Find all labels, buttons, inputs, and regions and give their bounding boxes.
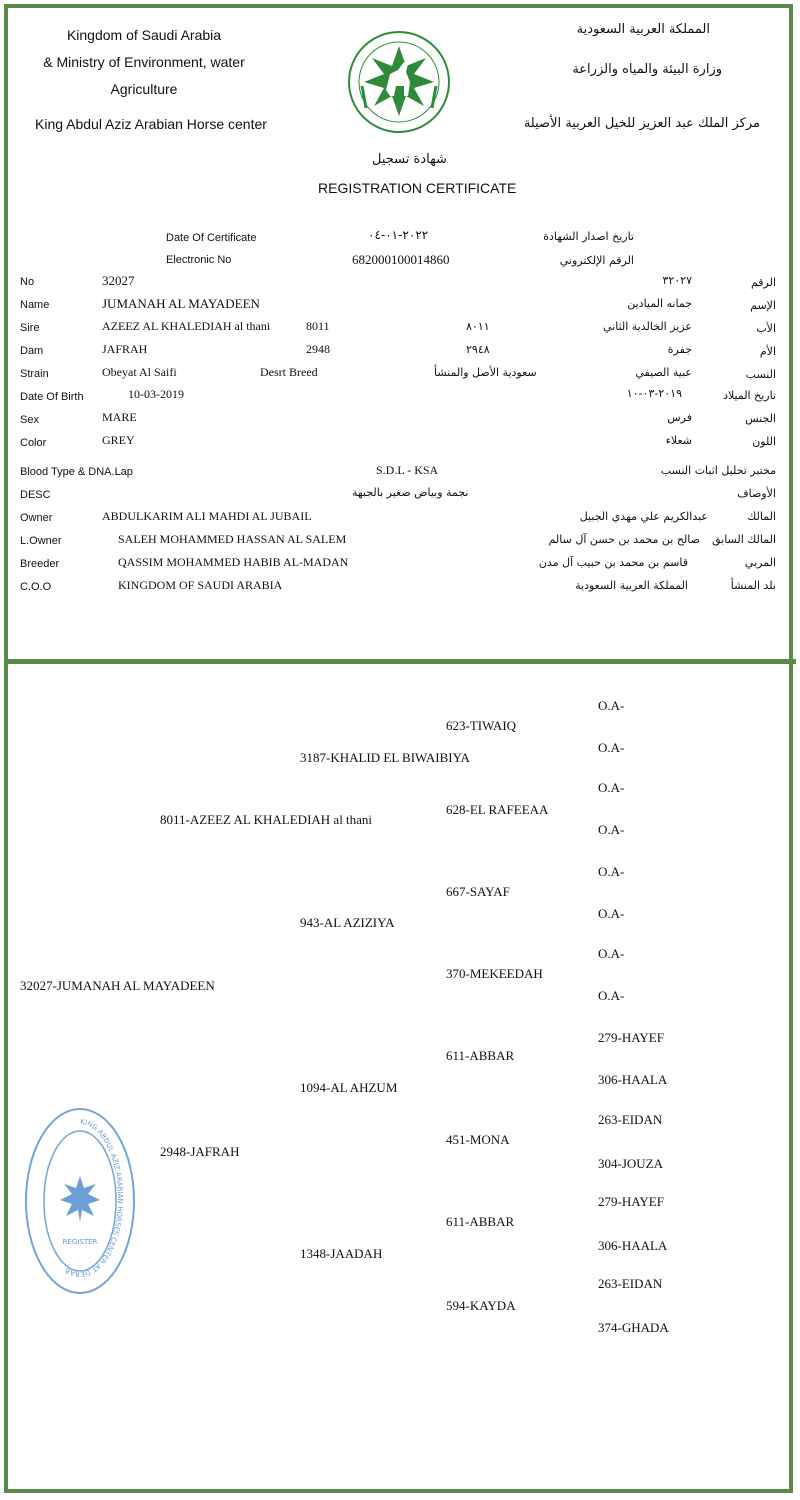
elec-value: 682000100014860 xyxy=(352,252,450,267)
field-value: AZEEZ AL KHALEDIAH al thani xyxy=(102,319,271,333)
pedigree-gen4: O.A- xyxy=(598,906,625,921)
field-label: C.O.O xyxy=(20,581,52,593)
field-value: Obeyat Al Saifi xyxy=(102,365,177,379)
field-label: Breeder xyxy=(20,558,60,570)
pedigree-gen4: 263-EIDAN xyxy=(598,1112,663,1127)
field-label-ar: المربي xyxy=(744,556,776,569)
field-value-ar: فرس xyxy=(667,411,692,424)
field-label-ar: الجنس xyxy=(745,412,776,425)
field-value-ar: قاسم بن محمد بن حبيب آل مدن xyxy=(538,556,688,569)
pedigree-gen3: 667-SAYAF xyxy=(446,884,510,899)
pedigree-gen2: 1348-JAADAH xyxy=(300,1246,383,1261)
title-ar: شهادة تسجيل xyxy=(372,152,447,167)
field-label-ar: الأم xyxy=(759,345,776,358)
pedigree-gen4: 374-GHADA xyxy=(598,1320,669,1335)
field-label: Color xyxy=(20,437,47,449)
pedigree-gen4: 279-HAYEF xyxy=(598,1030,664,1045)
header-en xyxy=(20,22,268,103)
field-label: Owner xyxy=(20,512,53,524)
date-label-ar: تاريخ اصدار الشهادة xyxy=(543,230,634,243)
stamp-center-text: REGISTER xyxy=(62,1238,98,1246)
field-value-ar: جمانه الميادين xyxy=(627,297,692,310)
pedigree-sire: 8011-AZEEZ AL KHALEDIAH al thani xyxy=(160,812,373,827)
field-value-ar: عبدالكريم علي مهدي الجبيل xyxy=(579,510,708,523)
field-label: Strain xyxy=(20,368,49,380)
horse-emblem-logo xyxy=(346,16,452,148)
pedigree-gen3: 594-KAYDA xyxy=(446,1298,516,1313)
pedigree-gen3: 628-EL RAFEEAA xyxy=(446,802,549,817)
field-label: Name xyxy=(20,299,50,311)
field-value: KINGDOM OF SAUDI ARABIA xyxy=(118,578,283,592)
pedigree-gen3: 611-ABBAR xyxy=(446,1048,515,1063)
field-value: ABDULKARIM ALI MAHDI AL JUBAIL xyxy=(102,509,312,523)
elec-label: Electronic No xyxy=(166,254,232,266)
field-num: 8011 xyxy=(306,319,330,333)
field-num-ar: سعودية الأصل والمنشأ xyxy=(434,366,537,379)
field-label: DESC xyxy=(20,489,51,501)
field-value-ar: عزيز الخالدية الثاني xyxy=(602,320,692,333)
field-value: SALEH MOHAMMED HASSAN AL SALEM xyxy=(118,532,347,546)
pedigree-gen4: 306-HAALA xyxy=(598,1072,668,1087)
field-num: 2948 xyxy=(306,342,330,356)
field-label-ar: تاريخ الميلاد xyxy=(723,389,776,402)
field-label-ar: المالك السابق xyxy=(711,533,776,546)
pedigree-gen3: 611-ABBAR xyxy=(446,1214,515,1229)
title-en: REGISTRATION CERTIFICATE xyxy=(318,180,517,196)
field-label-ar: بلد المنشأ xyxy=(730,579,776,592)
header-en-line1: Kingdom of Saudi Arabia xyxy=(66,27,222,43)
field-value: 10-03-2019 xyxy=(128,387,184,401)
pedigree-gen2: 943-AL AZIZIYA xyxy=(300,915,395,930)
field-value: نجمة وبياض صغير بالجبهة xyxy=(352,486,469,499)
header-ar-line3: مركز الملك عبد العزيز للخيل العربية الأصيلة xyxy=(523,116,760,131)
field-value: S.D.L - KSA xyxy=(376,463,439,477)
field-value-ar: صالح بن محمد بن حسن آل سالم xyxy=(548,533,700,546)
pedigree-gen4: O.A- xyxy=(598,780,625,795)
header-ar-line1: المملكة العربية السعودية xyxy=(576,22,710,37)
field-num: Desrt Breed xyxy=(260,365,318,379)
field-label: Blood Type & DNA.Lap xyxy=(20,466,133,478)
pedigree-gen4: 263-EIDAN xyxy=(598,1276,663,1291)
pedigree-gen3: 623-TIWAIQ xyxy=(446,718,517,733)
field-value-ar: عبية الصيفي xyxy=(635,366,692,379)
field-value-ar: المملكة العربية السعودية xyxy=(575,579,688,592)
date-value: ٢٠٢٢-٠١-٠٤ xyxy=(368,228,429,242)
field-num-ar: ٢٩٤٨ xyxy=(466,343,490,356)
pedigree-gen4: 306-HAALA xyxy=(598,1238,668,1253)
field-value: QASSIM MOHAMMED HABIB AL-MADAN xyxy=(118,555,349,569)
pedigree-gen3: 370-MEKEEDAH xyxy=(446,966,543,981)
registry-stamp xyxy=(24,1106,136,1296)
section-divider xyxy=(4,659,796,664)
field-label: Dam xyxy=(20,345,44,357)
pedigree-gen2: 3187-KHALID EL BIWAIBIYA xyxy=(300,750,470,765)
header-ar-line2: وزارة البيئة والمياه والزراعة xyxy=(572,62,722,77)
field-value-ar: شعلاء xyxy=(665,434,692,447)
pedigree-gen4: O.A- xyxy=(598,864,625,879)
field-label: L.Owner xyxy=(20,535,62,547)
field-value: JAFRAH xyxy=(102,342,148,356)
field-value: MARE xyxy=(102,410,137,424)
header-en-line2: & Ministry of Environment, water xyxy=(43,54,245,70)
elec-label-ar: الرقم الإلكتروني xyxy=(559,254,634,267)
field-label: Sex xyxy=(20,414,39,426)
pedigree-subject: 32027-JUMANAH AL MAYADEEN xyxy=(20,978,215,993)
field-num-ar: ٨٠١١ xyxy=(466,320,490,333)
pedigree-gen4: 279-HAYEF xyxy=(598,1194,664,1209)
field-label-ar: النسب xyxy=(745,368,776,381)
field-value-ar: جفرة xyxy=(667,343,692,356)
pedigree-gen4: O.A- xyxy=(598,946,625,961)
pedigree-gen2: 1094-AL AHZUM xyxy=(300,1080,398,1095)
date-label: Date Of Certificate xyxy=(166,232,257,244)
field-label: No xyxy=(20,276,35,288)
field-value: GREY xyxy=(102,433,135,447)
field-label-ar: الإسم xyxy=(750,299,776,312)
pedigree-dam: 2948-JAFRAH xyxy=(160,1144,240,1159)
field-value: 32027 xyxy=(102,273,135,288)
field-label-ar: مختبر تحليل اثبات النسب xyxy=(660,464,776,477)
header-en-line3: Agriculture xyxy=(110,81,178,97)
stamp-ring-text: KING ABDUL AZIZ ARABIAN HORSES CENTER AT DERAB xyxy=(63,1117,124,1279)
pedigree-gen4: O.A- xyxy=(598,822,625,837)
field-value-ar: ٣٢٠٢٧ xyxy=(662,274,692,287)
field-label-ar: الأب xyxy=(756,322,776,335)
field-label-ar: المالك xyxy=(747,510,776,523)
header-en-line4: King Abdul Aziz Arabian Horse center xyxy=(35,116,267,132)
pedigree-gen4: O.A- xyxy=(598,698,625,713)
field-label-ar: الأوصاف xyxy=(737,487,776,500)
pedigree-gen4: 304-JOUZA xyxy=(598,1156,663,1171)
pedigree-gen4: O.A- xyxy=(598,740,625,755)
pedigree-gen4: O.A- xyxy=(598,988,625,1003)
field-label: Sire xyxy=(20,322,40,334)
field-value-ar: ٢٠١٩-٠٣-١٠ xyxy=(626,387,682,400)
pedigree-gen3: 451-MONA xyxy=(446,1132,510,1147)
field-label-ar: الرقم xyxy=(750,276,776,289)
field-label: Date Of Birth xyxy=(20,391,84,403)
field-value: JUMANAH AL MAYADEEN xyxy=(102,296,260,311)
field-label-ar: اللون xyxy=(752,435,776,448)
